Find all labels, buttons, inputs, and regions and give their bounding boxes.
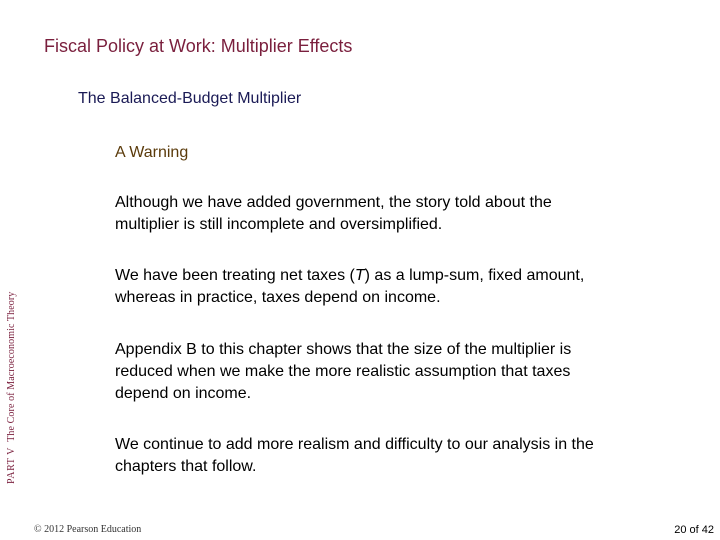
- part-side-label: [6, 292, 17, 484]
- part-number-label: PART V: [6, 446, 17, 484]
- subsection-heading: A Warning: [115, 144, 189, 161]
- section-heading: The Balanced-Budget Multiplier: [78, 90, 302, 107]
- paragraph-2-text-after: ) as a lump-sum, fixed amount, whereas in practice, taxes depend on income.: [115, 267, 585, 306]
- paragraph-2-text-before: We have been treating net taxes (: [115, 267, 355, 284]
- paragraph-2-italic-symbol: T: [354, 267, 365, 284]
- paragraph-3: Appendix B to this chapter shows that the size of the multiplier is reduced when we make the more realistic assumption that taxes depend on income.: [115, 341, 572, 402]
- paragraph-2: [115, 265, 615, 309]
- paragraph-1: Although we have added government, the story told about the multiplier is still incomplete and oversimplified.: [115, 194, 552, 233]
- page-number: 20 of 42: [674, 524, 714, 536]
- copyright-footer: © 2012 Pearson Education: [34, 524, 142, 535]
- slide-title: Fiscal Policy at Work: Multiplier Effects: [44, 36, 353, 56]
- part-title-label: The Core of Macroeconomic Theory: [6, 291, 17, 442]
- paragraph-4: We continue to add more realism and difficulty to our analysis in the chapters that follow.: [115, 436, 594, 475]
